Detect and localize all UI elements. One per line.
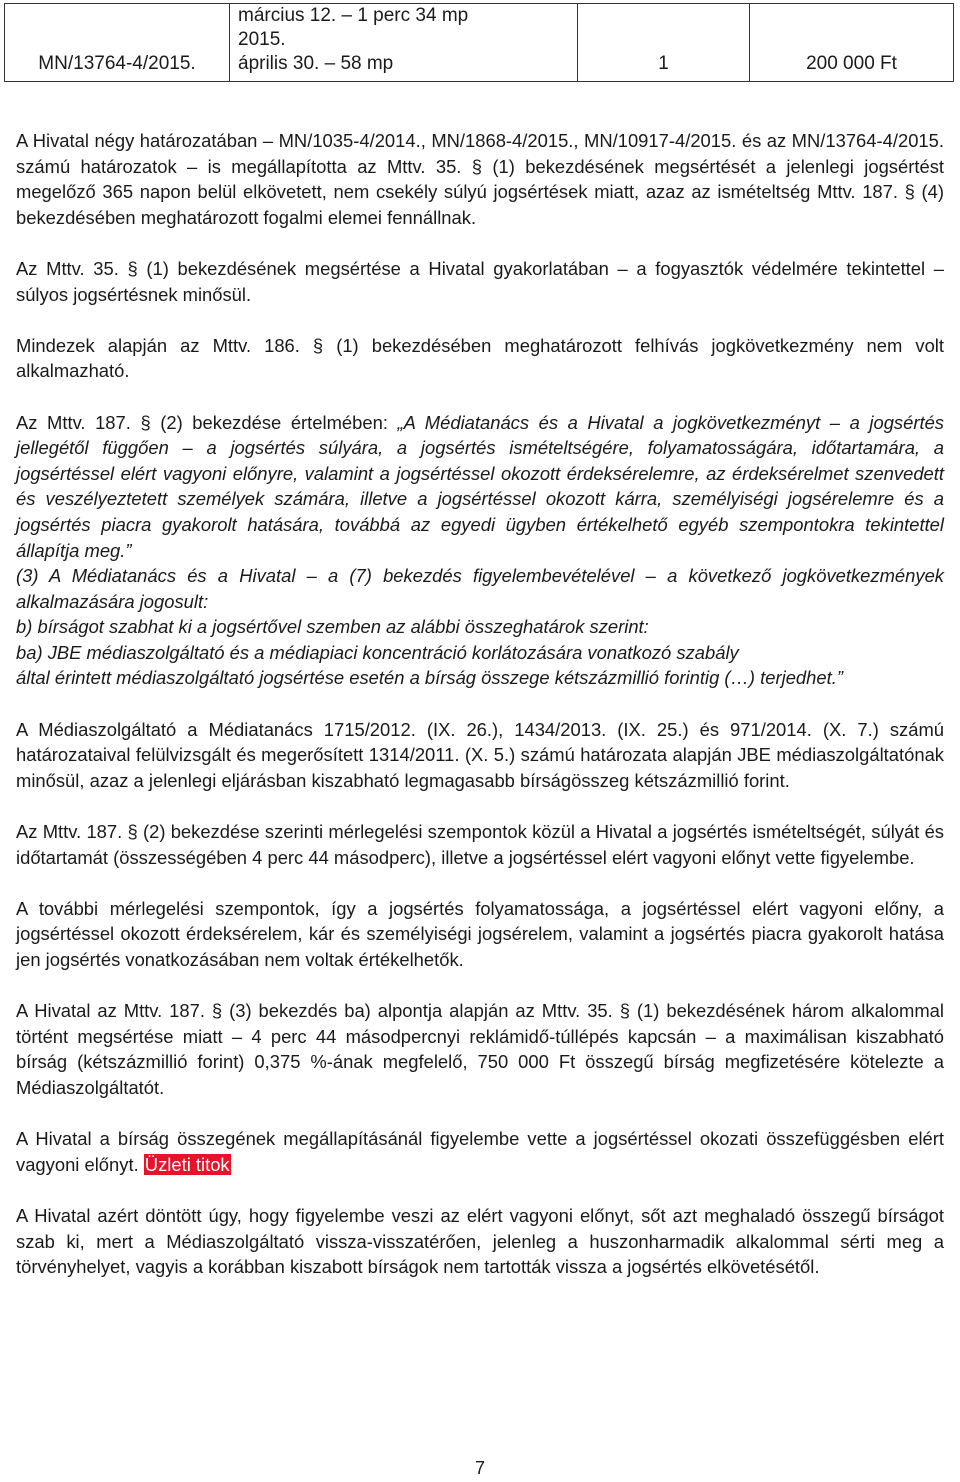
occurrence-count-cell: 1 xyxy=(578,4,750,82)
paragraph: A további mérlegelési szempontok, így a jogsértés folyamatossága, a jogsértéssel elért vagyoni előny, a jogsértéssel okozott érdeksérelem, kár és személyiségi jogsérelem, valamint a jogsértés piacra gyakorolt hatása jen jogsértés vonatkozásában nem voltak értékelhetők. xyxy=(16,897,944,970)
table-row xyxy=(5,4,954,82)
paragraph-text: A Hivatal a bírság összegének megállapításánál figyelembe vette a jogsértéssel okozati összefüggésben elért vagyoni előnyt. xyxy=(16,1128,944,1175)
quoted-law: b) bírságot szabhat ki a jogsértővel szemben az alábbi összeghatárok szerint: xyxy=(16,616,649,638)
document-body xyxy=(16,128,944,1305)
page-number: 7 xyxy=(474,1458,485,1478)
quote-intro: Az Mttv. 187. § (2) bekezdése értelmében: xyxy=(16,411,398,433)
date-line: március 12. – 1 perc 34 mp xyxy=(238,5,469,26)
paragraph: Az Mttv. 187. § (2) bekezdése szerinti mérlegelési szempontok közül a Hivatal a jogsértés ismételtségét, súlyát és időtartamát (összességében 4 perc 44 másodperc), illetve a jogsértéssel elért vagyoni előnyt vette figyelembe. xyxy=(16,821,944,868)
redaction-label: Üzleti titok xyxy=(144,1153,230,1175)
paragraph xyxy=(16,1126,944,1177)
quoted-law: által érintett médiaszolgáltató jogsértése esetén a bírság összege kétszázmillió forintig (…) terjedhet.” xyxy=(16,667,843,689)
sanctions-table xyxy=(4,3,954,82)
quoted-law: (3) A Médiatanács és a Hivatal – a (7) bekezdés figyelembevételével – a következő jogkövetkezmények alkalmazására jogosult: xyxy=(16,565,944,612)
paragraph: A Hivatal azért döntött úgy, hogy figyelembe veszi az elért vagyoni előnyt, sőt azt meghaladó összegű bírságot szab ki, mert a Médiaszolgáltató vissza-visszatérően, jelenleg a huszonharmadik alkalommal sérti meg a törvényhelyet, vagyis a korábban kiszabott bírságok nem tartották vissza a jogsértés elkövetésétől. xyxy=(16,1204,944,1278)
paragraph: Az Mttv. 35. § (1) bekezdésének megsértése a Hivatal gyakorlatában – a fogyasztók védelmére tekintettel – súlyos jogsértésnek minősül. xyxy=(16,257,944,305)
quoted-law: „A Médiatanács és a Hivatal a jogkövetkezményt – a jogsértés jellegétől függően – a jogsértés súlyára, a jogsértés ismételtségére, folyamatosságára, időtartamára, a jogsértéssel elért vagyoni előnyre, valamint a jogsértéssel okozott érdeksérelemre, az érdeksérelmet szenvedett és veszélyeztetett személyek számára, illetve a jogsértéssel okozott kárra, személyiségi jogsérelemre és a jogsértés piacra gyakorolt hatására, továbbá az egyedi ügyben értékelhető egyéb szempontokra tekintettel állapítja meg.” xyxy=(16,411,944,561)
paragraph-legal-quote xyxy=(16,410,944,564)
paragraph: A Hivatal az Mttv. 187. § (3) bekezdés ba) alpontja alapján az Mttv. 35. § (1) bekezdésének három alkalommal történt megsértése miatt – 4 perc 44 másodpercnyi reklámidő-túllépés kapcsán – a maximálisan kiszabható bírság (kétszázmillió forint) 0,375 %-ának megfelelő, 750 000 Ft összegű bírság megfizetésére kötelezte a Médiaszolgáltatót. xyxy=(16,1000,944,1098)
paragraph: Mindezek alapján az Mttv. 186. § (1) bekezdésében meghatározott felhívás jogkövetkezmény nem volt alkalmazható. xyxy=(16,334,944,382)
broadcast-dates-cell xyxy=(230,4,578,82)
paragraph: A Hivatal négy határozatában – MN/1035-4/2014., MN/1868-4/2015., MN/10917-4/2015. és az MN/13764-4/2015. számú határozatok – is megállapította az Mttv. 35. § (1) bekezdésének megsértését a jelenlegi jogsértést megelőző 365 napon belül elkövetett, nem csekély súlyú jogsértések miatt, azaz az ismételtség Mttv. 187. § (4) bekezdésében meghatározott fogalmi elemei fennállnak. xyxy=(16,130,944,228)
decision-id-cell: MN/13764-4/2015. xyxy=(5,4,230,82)
paragraph: A Médiaszolgáltató a Médiatanács 1715/2012. (IX. 26.), 1434/2013. (IX. 25.) és 971/2014. (X. 7.) számú határozataival felülvizsgált és megerősített 1314/2011. (X. 5.) számú határozata alapján JBE médiaszolgáltatónak minősül, azaz a jelenlegi eljárásban kiszabható legmagasabb bírságösszeg kétszázmillió forint. xyxy=(16,718,944,791)
date-line: április 30. – 58 mp xyxy=(238,53,394,74)
quoted-law: ba) JBE médiaszolgáltató és a médiapiaci koncentráció korlátozására vonatkozó szabály xyxy=(16,641,739,663)
date-line: 2015. xyxy=(238,29,286,50)
fine-amount-cell: 200 000 Ft xyxy=(750,4,954,82)
